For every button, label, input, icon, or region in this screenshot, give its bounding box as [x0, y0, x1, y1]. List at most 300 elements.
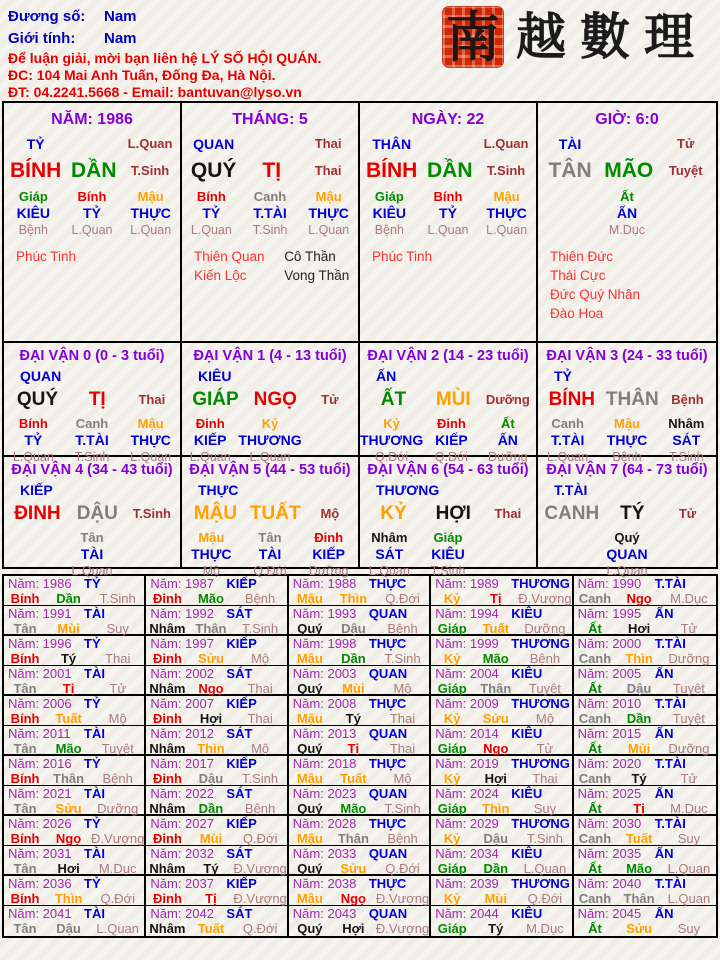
year-stage: Dưỡng: [524, 621, 566, 636]
year-stem: Giáp: [437, 921, 467, 936]
year-god: SÁT: [226, 906, 253, 921]
year-cell: [146, 606, 288, 636]
year-label: Năm: 1989: [435, 576, 499, 591]
year-stage: Đ.Vượng: [375, 921, 430, 936]
hidden-stem-cell: Đinh KIẾP L.Quan: [189, 416, 231, 464]
year-god: THỰC: [368, 876, 407, 891]
year-god: QUAN: [368, 906, 408, 921]
year-stem: Tân: [13, 861, 37, 876]
dai-van-title: ĐẠI VẬN 1 (4 - 13 tuổi): [193, 348, 347, 364]
year-stage: Thai: [247, 681, 273, 696]
year-god: THỰC: [368, 756, 407, 771]
subject-label: Đương số:: [8, 8, 86, 25]
hidden-stems: [4, 530, 180, 579]
year-label: Năm: 2038: [292, 876, 357, 891]
year-branch: Hợi: [199, 711, 223, 726]
year-stem: Quý: [297, 921, 323, 936]
year-god: THƯƠNG: [511, 876, 570, 891]
dai-van-branch: TÝ: [620, 503, 645, 524]
year-stage: Suy: [677, 831, 701, 846]
dai-van-cell: [182, 457, 360, 578]
year-cell: [146, 576, 288, 606]
year-branch: Tuất: [482, 621, 509, 636]
year-god: THỰC: [368, 816, 407, 831]
year-cell: [574, 906, 716, 936]
year-stage: M.Dục: [98, 861, 137, 876]
year-label: Năm: 2012: [150, 726, 214, 741]
year-branch: Dần: [483, 861, 509, 876]
dai-van-stem: QUÝ: [16, 389, 59, 410]
year-branch: Tuất: [197, 921, 225, 936]
pillar-branch: DẦN: [427, 159, 473, 182]
year-stage: Q.Đới: [242, 831, 278, 846]
hidden-stem-cell: Mậu THỰC L.Quan: [130, 416, 172, 464]
hidden-stem-cell: Ất ẤN M.Dục: [608, 189, 646, 237]
dai-van-stage: Bệnh: [671, 392, 704, 407]
year-stem: Bính: [10, 711, 40, 726]
stars-black-list: [462, 247, 536, 266]
stars-red-list: Phúc Tinh: [16, 249, 77, 264]
year-stem: Mậu: [296, 591, 323, 606]
hidden-stem-cell: Bính TỶ L.Quan: [71, 189, 113, 237]
year-label: Năm: 2031: [8, 846, 72, 861]
year-branch: Thân: [480, 681, 512, 696]
year-stem: Ất: [588, 741, 602, 756]
year-stem: Nhâm: [149, 861, 186, 876]
hidden-stem-cell: Quý QUAN L.Quan: [606, 530, 648, 578]
pillar-god-label: TỶ: [26, 136, 45, 152]
dai-van-god-label: THƯƠNG: [376, 482, 440, 498]
year-branch: Mùi: [484, 891, 507, 906]
year-cell: [574, 756, 716, 786]
year-stage: Q.Đới: [100, 891, 135, 906]
year-cell: [146, 636, 288, 666]
year-stage: Đ.Vượng: [375, 891, 430, 906]
year-god: TÀI: [84, 786, 105, 801]
contact-line-2: ĐC: 104 Mai Anh Tuấn, Đống Đa, Hà Nội.: [8, 67, 276, 83]
year-label: Năm: 2040: [577, 876, 642, 891]
year-branch: Hợi: [627, 621, 651, 636]
dai-van-stage: Thai: [494, 506, 522, 521]
year-cell: [574, 876, 716, 906]
year-god: T.TÀI: [654, 576, 686, 591]
pillar-stage: T.Sinh: [130, 163, 170, 178]
pillar-branch: MÃO: [604, 159, 654, 182]
year-branch: Mão: [626, 861, 653, 876]
year-god: QUAN: [368, 606, 408, 621]
year-god: THỰC: [368, 696, 407, 711]
dai-van-cell: [538, 457, 716, 578]
dai-van-stem: KỶ: [380, 503, 407, 524]
dai-van-cell: [4, 343, 182, 464]
year-branch: Tý: [488, 921, 504, 936]
year-branch: Tý: [631, 771, 647, 786]
hidden-stems: [4, 189, 180, 238]
year-god: ẤN: [654, 726, 674, 741]
year-branch: Ngọ: [483, 741, 509, 756]
year-stem: Đinh: [153, 891, 182, 906]
year-god: SÁT: [226, 606, 253, 621]
year-stage: Dưỡng: [668, 741, 710, 756]
year-label: Năm: 2043: [292, 906, 357, 921]
year-branch: Tuất: [625, 831, 653, 846]
hidden-stem-cell: Nhâm SÁT L.Quan: [368, 530, 410, 578]
year-stem: Nhâm: [149, 741, 186, 756]
year-label: Năm: 2013: [292, 726, 357, 741]
pillar-branch: DẦN: [71, 159, 117, 182]
year-cell: [4, 606, 146, 636]
brand-logo-text: 越數理: [516, 7, 708, 66]
year-god: QUAN: [368, 666, 408, 681]
year-branch: Mùi: [57, 621, 80, 636]
year-god: KIẾP: [226, 876, 257, 891]
hidden-stems: [182, 189, 358, 238]
pillar-stem: BÍNH: [366, 159, 418, 182]
year-label: Năm: 2020: [577, 756, 642, 771]
year-label: Năm: 1988: [292, 576, 357, 591]
dai-van-cell: [4, 457, 182, 578]
hidden-stems: [182, 530, 358, 579]
year-stage: T.Sinh: [242, 771, 279, 786]
dai-van-branch: HỢI: [435, 503, 471, 524]
year-god: THỰC: [368, 636, 407, 651]
hidden-stem-cell: Ất ẤN Dưỡng: [488, 416, 528, 464]
year-label: Năm: 2005: [577, 666, 642, 681]
year-branch: Sửu: [482, 711, 509, 726]
year-cell: [289, 756, 431, 786]
hidden-stem-cell: Bính TỶ L.Quan: [427, 189, 469, 237]
year-cell: [574, 636, 716, 666]
year-branch: Tý: [345, 711, 361, 726]
hidden-stem-cell: Tân TÀI L.Quan: [71, 530, 113, 578]
year-branch: Dậu: [56, 921, 81, 936]
year-stem: Đinh: [153, 771, 182, 786]
year-branch: Ngọ: [198, 681, 224, 696]
year-label: Năm: 2041: [8, 906, 72, 921]
year-stem: Bính: [10, 591, 40, 606]
year-stem: Giáp: [437, 681, 467, 696]
year-god: KIẾP: [226, 816, 257, 831]
year-god: TÀI: [84, 846, 105, 861]
dai-van-stem: BÍNH: [548, 389, 596, 410]
dai-van-god-label: QUAN: [20, 368, 62, 384]
year-stem: Tân: [13, 681, 37, 696]
dai-van-title: ĐẠI VẬN 5 (44 - 53 tuổi): [189, 462, 351, 478]
year-stem: Canh: [578, 591, 612, 606]
year-branch: Mão: [197, 591, 224, 606]
year-god: KIẾP: [226, 756, 257, 771]
dai-van-cell: [360, 343, 538, 464]
dai-van-god-label: KIẾP: [20, 482, 53, 498]
hidden-stem-cell: Mậu THỰC Bệnh: [606, 416, 648, 464]
year-stem: Tân: [13, 741, 37, 756]
year-stage: L.Quan: [523, 861, 567, 876]
year-label: Năm: 2032: [150, 846, 214, 861]
dai-van-title: ĐẠI VẬN 0 (0 - 3 tuổi): [19, 348, 165, 364]
year-god: KIÊU: [511, 786, 543, 801]
pillar-god-label: THÂN: [372, 136, 412, 152]
year-cell: [289, 606, 431, 636]
year-label: Năm: 2015: [577, 726, 642, 741]
year-cell: [574, 816, 716, 846]
year-god: ẤN: [654, 786, 674, 801]
year-label: Năm: 1997: [150, 636, 214, 651]
year-god: KIẾP: [226, 636, 257, 651]
year-stem: Quý: [297, 741, 323, 756]
year-cell: [574, 606, 716, 636]
year-stage: T.Sinh: [99, 591, 136, 606]
dai-van-god-label: ẤN: [376, 368, 397, 384]
year-stage: Thai: [389, 711, 416, 726]
year-stem: Canh: [578, 711, 612, 726]
year-label: Năm: 1995: [577, 606, 642, 621]
dai-van-stem: CANH: [544, 503, 600, 524]
hidden-stem-cell: Mậu THỰC L.Quan: [130, 189, 172, 237]
year-branch: Tị: [489, 591, 502, 606]
year-branch: Mão: [482, 651, 509, 666]
year-stage: Đ.Vượng: [233, 891, 287, 906]
hidden-stem-cell: Đinh KIẾP Q.Đới: [434, 416, 469, 464]
year-branch: Thìn: [54, 891, 83, 906]
year-god: TỶ: [84, 636, 101, 651]
dai-van-grid: [2, 343, 718, 578]
year-stem: Ất: [588, 861, 602, 876]
year-stage: Tử: [536, 741, 554, 756]
year-label: Năm: 2019: [435, 756, 499, 771]
year-stage: Dưỡng: [97, 801, 139, 816]
hidden-stem-cell: Kỷ THƯƠNG L.Quan: [238, 416, 302, 464]
year-label: Năm: 2029: [435, 816, 499, 831]
year-cell: [4, 636, 146, 666]
year-cell: [146, 696, 288, 726]
year-stem: Nhâm: [149, 801, 186, 816]
year-stage: Thai: [389, 741, 416, 756]
year-branch: Ngọ: [55, 831, 82, 846]
year-branch: Ngọ: [340, 891, 366, 906]
year-stem: Quý: [297, 801, 323, 816]
year-stem: Kỷ: [443, 771, 461, 786]
contact-line-3: ĐT: 04.2241.5668 - Email: bantuvan@lyso.vn: [8, 84, 302, 100]
year-branch: Tý: [60, 651, 77, 666]
year-cell: [4, 876, 146, 906]
year-label: Năm: 2010: [577, 696, 642, 711]
year-branch: Dậu: [626, 681, 652, 696]
year-label: Năm: 2044: [435, 906, 499, 921]
year-label: Năm: 2035: [577, 846, 642, 861]
hidden-stem-cell: [121, 530, 180, 579]
year-stem: Kỷ: [443, 891, 461, 906]
hidden-stem-cell: Giáp KIÊU Bệnh: [372, 189, 407, 237]
year-stage: Bệnh: [387, 621, 418, 636]
year-stem: Quý: [297, 861, 323, 876]
subject-value: Nam: [104, 8, 137, 25]
year-stage: Mộ: [393, 681, 412, 696]
year-label: Năm: 2030: [577, 816, 642, 831]
year-label: Năm: 1987: [150, 576, 214, 591]
year-stage: T.Sinh: [384, 801, 421, 816]
hidden-stem-cell: [657, 530, 716, 579]
dai-van-branch: THÂN: [605, 389, 659, 410]
year-cell: [431, 606, 573, 636]
year-label: Năm: 2022: [150, 786, 214, 801]
year-god: KIÊU: [511, 726, 543, 741]
year-god: SÁT: [226, 726, 253, 741]
pillar-cell: [360, 103, 538, 341]
year-label: Năm: 1986: [8, 576, 72, 591]
year-branch: Thân: [195, 621, 227, 636]
pillar-cell: [538, 103, 716, 341]
year-stem: Mậu: [296, 831, 323, 846]
pillar-title: NĂM: 1986: [51, 111, 133, 128]
year-stem: Mậu: [296, 771, 323, 786]
year-label: Năm: 2007: [150, 696, 214, 711]
year-cell: [289, 726, 431, 756]
year-stem: Canh: [578, 771, 612, 786]
year-label: Năm: 2027: [150, 816, 214, 831]
stars-black-list: [641, 247, 716, 323]
year-cell: [4, 756, 146, 786]
year-branch: Hợi: [484, 771, 507, 786]
year-label: Năm: 2014: [435, 726, 499, 741]
year-label: Năm: 2006: [8, 696, 72, 711]
year-god: THƯƠNG: [511, 636, 570, 651]
year-god: T.TÀI: [654, 756, 686, 771]
year-stage: Q.Đới: [385, 861, 420, 876]
hidden-stem-cell: Giáp KIÊU T.Sinh: [430, 530, 466, 578]
year-cell: [289, 846, 431, 876]
year-stage: Tử: [680, 621, 698, 636]
year-branch: Hợi: [342, 921, 365, 936]
year-label: Năm: 2000: [577, 636, 642, 651]
dai-van-cell: [360, 457, 538, 578]
year-cell: [431, 756, 573, 786]
year-god: QUAN: [368, 846, 408, 861]
year-god: TÀI: [84, 666, 105, 681]
year-stage: Tử: [680, 771, 698, 786]
dai-van-stage: Dưỡng: [485, 392, 530, 407]
hidden-stem-cell: Tân TÀI Q.Đới: [253, 530, 287, 578]
year-cell: [431, 666, 573, 696]
year-label: Năm: 2033: [292, 846, 357, 861]
year-label: Năm: 1993: [292, 606, 357, 621]
gender-value: Nam: [104, 30, 137, 47]
year-stage: Dưỡng: [668, 651, 710, 666]
stars-red-list: Phúc Tinh: [372, 249, 433, 264]
year-branch: Thân: [337, 831, 369, 846]
dai-van-stage: T.Sinh: [132, 506, 171, 521]
year-branch: Mão: [340, 801, 367, 816]
year-label: Năm: 2023: [292, 786, 357, 801]
year-cell: [431, 636, 573, 666]
hidden-stem-cell: [477, 530, 536, 579]
hidden-stem-cell: Kỷ THƯƠNG Q.Đới: [360, 416, 424, 464]
year-stage: Tử: [109, 681, 127, 696]
year-branch: Hợi: [57, 861, 80, 876]
year-branch: Thìn: [339, 591, 368, 606]
year-stage: Bệnh: [244, 801, 276, 816]
dai-van-god-label: T.TÀI: [554, 482, 588, 498]
year-branch: Thân: [53, 771, 85, 786]
pillar-branch: TỊ: [262, 159, 282, 182]
year-branch: Tuất: [340, 771, 367, 786]
dai-van-cell: [538, 343, 716, 464]
year-god: ẤN: [654, 846, 674, 861]
year-stem: Đinh: [153, 651, 182, 666]
hidden-stem-cell: [538, 530, 597, 579]
dai-van-stage: Tử: [678, 506, 697, 521]
year-cell: [289, 696, 431, 726]
year-label: Năm: 1996: [8, 636, 72, 651]
dai-van-branch: TUẤT: [249, 503, 301, 524]
year-stem: Kỷ: [443, 651, 461, 666]
dai-van-title: ĐẠI VẬN 2 (14 - 23 tuổi): [367, 348, 529, 364]
year-branch: Dần: [56, 591, 81, 606]
year-god: THƯƠNG: [511, 576, 570, 591]
year-stem: Mậu: [296, 711, 323, 726]
year-stage: Tuyệt: [101, 741, 134, 756]
year-cell: [146, 756, 288, 786]
year-god: TỶ: [84, 576, 101, 591]
pillar-god-stage: L.Quan: [483, 136, 529, 151]
year-cell: [431, 816, 573, 846]
contact-line-1: Để luận giải, mời bạn liên hệ LÝ SỐ HỘI QUÁN.: [8, 50, 322, 66]
hidden-stem-cell: [657, 189, 716, 238]
year-branch: Mùi: [627, 741, 651, 756]
pillar-stem: BÍNH: [10, 159, 62, 182]
year-stem: Giáp: [437, 861, 467, 876]
year-stem: Ất: [588, 621, 602, 636]
year-stage: M.Dục: [526, 921, 564, 936]
year-branch: Thìn: [625, 651, 653, 666]
year-label: Năm: 2024: [435, 786, 499, 801]
year-stage: Suy: [106, 621, 129, 636]
year-stem: Ất: [588, 921, 602, 936]
year-branch: Dậu: [483, 831, 509, 846]
dai-van-branch: DẬU: [76, 503, 118, 524]
dai-van-branch: MÙI: [435, 389, 471, 410]
four-pillars-grid: [2, 101, 718, 343]
year-god: TÀI: [84, 906, 105, 921]
year-stage: Suy: [677, 921, 701, 936]
year-stage: Q.Đới: [385, 591, 420, 606]
year-god: THƯƠNG: [511, 696, 570, 711]
year-cell: [574, 576, 716, 606]
year-label: Năm: 2009: [435, 696, 499, 711]
year-god: T.TÀI: [654, 636, 686, 651]
year-stem: Kỷ: [443, 831, 461, 846]
year-cell: [4, 666, 146, 696]
year-cell: [431, 876, 573, 906]
year-label: Năm: 2008: [292, 696, 357, 711]
year-label: Năm: 2004: [435, 666, 499, 681]
year-stem: Kỷ: [443, 711, 461, 726]
hidden-stem-cell: [4, 530, 63, 579]
year-god: SÁT: [226, 666, 253, 681]
year-label: Năm: 2034: [435, 846, 499, 861]
year-god: TỶ: [84, 816, 101, 831]
year-branch: Tuất: [55, 711, 82, 726]
year-stem: Mậu: [296, 651, 323, 666]
year-label: Năm: 2037: [150, 876, 214, 891]
year-label: Năm: 2001: [8, 666, 72, 681]
year-stage: Bệnh: [102, 771, 133, 786]
year-stage: Suy: [533, 801, 557, 816]
year-cell: [146, 786, 288, 816]
year-stage: Đ.Vượng: [233, 861, 287, 876]
year-god: ẤN: [654, 666, 674, 681]
year-stem: Quý: [297, 681, 323, 696]
year-branch: Dần: [626, 711, 652, 726]
